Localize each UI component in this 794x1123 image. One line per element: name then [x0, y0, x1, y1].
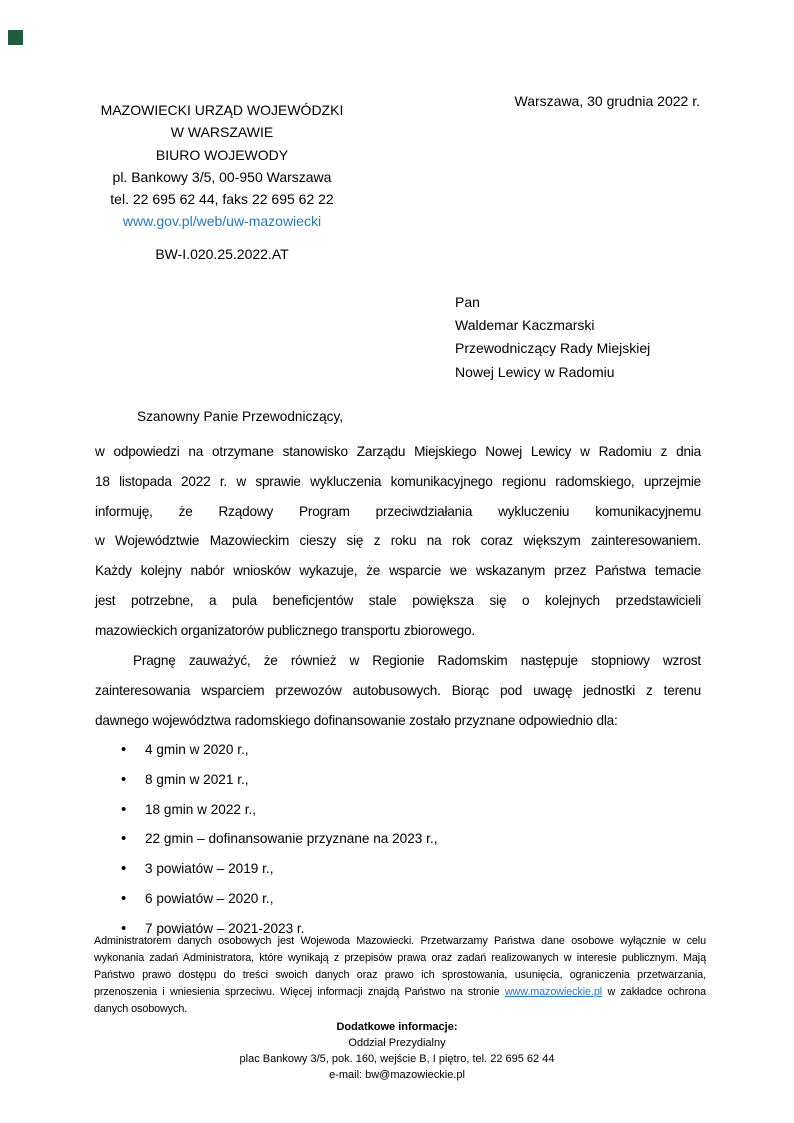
- privacy-notice: [94, 933, 706, 1018]
- body-text-line: w odpowiedzi na otrzymane stanowisko Zarządu Miejskiego Nowej Lewicy w Radomiu z dnia: [95, 444, 701, 459]
- bullet-item: • 3 powiatów – 2019 r.,: [95, 854, 701, 884]
- letterhead-website-link[interactable]: www.gov.pl/web/uw-mazowiecki: [122, 213, 322, 230]
- additional-info-address: plac Bankowy 3/5, pok. 160, wejście B, I piętro, tel. 22 695 62 44: [239, 1053, 555, 1065]
- letterhead-phone-fax: tel. 22 695 62 44, faks 22 695 62 22: [110, 191, 334, 208]
- privacy-line: wykonania zadań Administratora, które wynikają z przepisów prawa oraz zadań realizowanych w interesie publicznym. Mają: [94, 952, 706, 965]
- salutation: Szanowny Panie Przewodniczący,: [137, 409, 344, 424]
- recipient-line: Waldemar Kaczmarski: [455, 317, 595, 334]
- recipient-block: [455, 291, 650, 384]
- body-text-line: jest potrzebne, a pula beneficjentów stale powiększa się o kolejnych przedstawicieli: [95, 592, 701, 608]
- additional-info-department: Oddział Prezydialny: [348, 1037, 446, 1049]
- letterhead-org-name: MAZOWIECKI URZĄD WOJEWÓDZKI: [100, 102, 344, 118]
- privacy-line-text: w zakładce ochrona: [607, 986, 706, 999]
- recipient-line: Pan: [455, 294, 480, 310]
- body-text-line: w Województwie Mazowieckim cieszy się z roku na rok coraz większym zainteresowaniem.: [95, 533, 701, 549]
- additional-info-block: [0, 1019, 794, 1083]
- corner-mark: [8, 30, 23, 45]
- body-paragraph-2: [95, 646, 701, 735]
- recipient-line: Przewodniczący Rady Miejskiej: [455, 340, 651, 357]
- privacy-line-text: przenoszenia i wniesienia sprzeciwu. Więcej informacji znajdą Państwo na stronie: [94, 986, 500, 999]
- bullet-item: • 18 gmin w 2022 r.,: [95, 795, 701, 825]
- date-line: Warszawa, 30 grudnia 2022 r.: [514, 93, 700, 109]
- privacy-line: Państwo prawo dostępu do treści swoich danych oraz prawo ich sprostowania, usunięcia, ograniczenia przetwarzania,: [94, 969, 706, 982]
- body-text-line: informuję, że Rządowy Program przeciwdziałania wykluczeniu komunikacyjnemu: [95, 503, 701, 519]
- privacy-line: Administratorem danych osobowych jest Wojewoda Mazowiecki. Przetwarzamy Państwa dane osobowe wyłącznie w celu: [94, 935, 706, 947]
- bullet-item: • 8 gmin w 2021 r.,: [95, 765, 701, 795]
- body-text-line: mazowieckich organizatorów publicznego transportu zbiorowego.: [95, 622, 475, 638]
- additional-info-email: e-mail: bw@mazowieckie.pl: [329, 1069, 465, 1081]
- body-text-line: Każdy kolejny nabór wniosków wykazuje, że wsparcie we wskazanym przez Państwa temacie: [95, 563, 701, 579]
- bullet-item: • 4 gmin w 2020 r.,: [95, 735, 701, 765]
- bullet-item: • 22 gmin – dofinansowanie przyznane na 2023 r.,: [95, 824, 701, 854]
- letterhead-office: BIURO WOJEWODY: [155, 146, 289, 163]
- privacy-line: [94, 984, 706, 1001]
- body-text-line: zainteresowania wsparciem przewozów autobusowych. Biorąc pod uwagę jednostki z terenu: [95, 682, 701, 698]
- privacy-website-link[interactable]: www.mazowieckie.pl: [504, 986, 603, 999]
- bullet-list: [95, 735, 701, 944]
- recipient-line: Nowej Lewicy w Radomiu: [455, 363, 615, 380]
- body-text-line: 18 listopada 2022 r. w sprawie wykluczenia komunikacyjnego regionu radomskiego, uprzejmie: [95, 473, 701, 489]
- body-paragraph-1: [95, 437, 701, 646]
- letterhead-address: pl. Bankowy 3/5, 00-950 Warszawa: [112, 168, 332, 185]
- privacy-line: danych osobowych.: [94, 1003, 188, 1016]
- additional-info-heading: Dodatkowe informacje:: [336, 1021, 458, 1033]
- reference-number: BW-I.020.25.2022.AT: [155, 245, 289, 262]
- letterhead: [59, 99, 385, 265]
- letterhead-org-city: W WARSZAWIE: [170, 124, 274, 141]
- bullet-item: • 6 powiatów – 2020 r.,: [95, 884, 701, 914]
- body-text-line: Pragnę zauważyć, że również w Regionie Radomskim następuje stopniowy wzrost: [133, 653, 701, 668]
- body-text-line: dawnego województwa radomskiego dofinansowanie zostało przyznane odpowiednio dla:: [95, 712, 618, 728]
- bullet-item: • 7 powiatów – 2021-2023 r.: [95, 914, 701, 944]
